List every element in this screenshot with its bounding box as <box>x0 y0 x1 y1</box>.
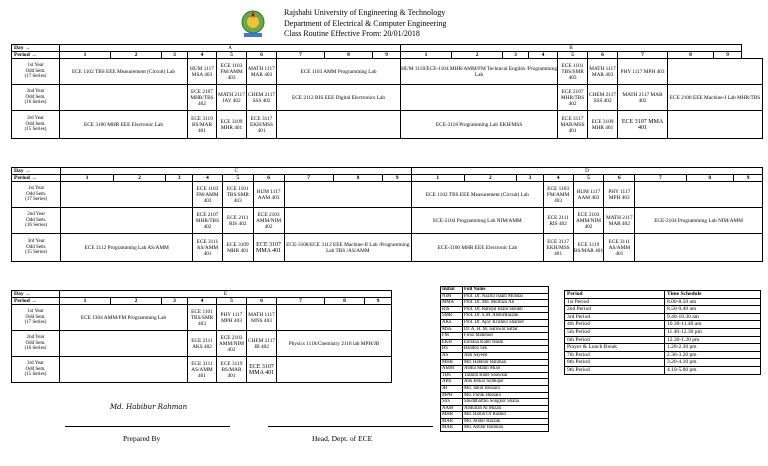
signature-line-right <box>268 426 433 427</box>
full-name: Md. Ashfar Rahman <box>463 425 549 432</box>
initials-header: Initial <box>441 287 463 294</box>
initial-code: MSS <box>441 326 463 333</box>
initial-code: SSS <box>441 399 463 406</box>
table-cell: 5 <box>222 175 253 182</box>
routine-cell: ECE 2107 MHR/TBS 402 <box>558 85 588 111</box>
routine-cell: Physics 1118/Chemistry 2118 lab MPH/JB <box>277 331 392 357</box>
routine-cell: ECE 2103 AMM/NIM 402 <box>217 331 247 357</box>
full-name: Prof. Dr. S.M. AbdurRazzak <box>463 313 549 320</box>
table-cell: 6 <box>247 52 277 59</box>
initials-table <box>440 286 549 432</box>
initial-code: MHR <box>441 359 463 366</box>
table-cell: 1 <box>60 52 111 59</box>
table-cell: 1 <box>60 298 111 305</box>
routine-cell: PHY 1117 MPH 403 <box>604 182 635 208</box>
full-name: Abu Bokar Siddique <box>463 379 549 386</box>
table-cell: 7 <box>284 175 333 182</box>
table-cell <box>668 59 763 85</box>
table-cell: 1 <box>401 52 452 59</box>
routine-cell: CHEM 2117 SSS 402 <box>247 85 277 111</box>
routine-cell: ECE 2111 AKS 402 <box>188 331 217 357</box>
period-time: 10.30-11.40 am <box>665 321 761 329</box>
routine-cell: HUM 1118/ECE-1104 MHR/AMM/FM Technical English /Programming Lab <box>401 59 558 85</box>
routine-cell: ECE 2103 AMM/NIM 402 <box>253 208 284 234</box>
university-logo <box>236 6 270 40</box>
routine-cell: ECE 3111 AS/AMM 401 <box>604 234 635 262</box>
table-cell: 1 <box>61 175 113 182</box>
routine-cell: ECE-2104 Programming Lab NIM/AMM <box>412 208 544 234</box>
table-cell: 5 <box>573 175 604 182</box>
routine-cell: HUM 1117 AAM 403 <box>253 182 284 208</box>
table-cell: 8 <box>333 175 382 182</box>
table-cell: 8 <box>325 52 373 59</box>
table-cell: 3rd Year Odd Sem. (15 Series) <box>12 357 60 383</box>
routine-cell: ECE 3109 MHR 401 <box>222 234 253 262</box>
table-cell: 3rd Year Odd Sem. (15 Series) <box>12 234 61 262</box>
full-name: Dr. A. H. M. Sarowar Sattar <box>463 326 549 333</box>
full-name: Shuddhartho Songkor Shaha <box>463 399 549 406</box>
table-cell <box>61 182 193 208</box>
day-c: C <box>61 168 412 175</box>
table-cell <box>277 357 392 383</box>
period-label: Period → <box>12 52 60 59</box>
period-name: 9th Period <box>565 366 665 374</box>
full-name: Abu Sayeed <box>463 352 549 359</box>
initial-code: MAR <box>441 425 463 432</box>
routine-cell: ECE 3107 MMA 401 <box>618 111 668 139</box>
routine-cell: ECE 2107 MHR/TBS 402 <box>193 208 223 234</box>
table-cell <box>401 85 558 111</box>
table-cell: 1st Year Odd Sem. (17 Series) <box>12 305 60 331</box>
full-name: Md. Habibur Rahman <box>463 359 549 366</box>
full-name: Firoz Mahmud <box>463 333 549 340</box>
table-cell: 6 <box>604 175 635 182</box>
routine-cell: ECE-3108/ECE 3112 EEE Machine-II Lab /Programming Lab TBS /AS/AMM <box>284 234 412 262</box>
routine-cell: ECE 3112 Programming Lab AS/AMM <box>61 234 193 262</box>
routine-cell: ECE 1102 TBS EEE Measurement (Circuit) Lab <box>412 182 544 208</box>
year-3-label: 3rd Year Odd Sem. (15 Series) <box>12 111 60 139</box>
handwritten-signature: Md. Habibur Rahman <box>110 403 188 411</box>
table-cell: 4 <box>193 175 223 182</box>
table-cell: 9 <box>373 52 401 59</box>
initial-code: AS <box>441 352 463 359</box>
table-cell: 6 <box>588 52 618 59</box>
table-cell: 2nd Year Odd Sem. (16 Series) <box>12 331 60 357</box>
table-cell: 4 <box>188 52 217 59</box>
initial-code: MMA <box>441 300 463 307</box>
period-time: 4.10-5.00 pm <box>665 366 761 374</box>
time-schedule-table <box>564 290 761 375</box>
table-cell: 2 <box>113 175 165 182</box>
table-cell: 9 <box>733 175 762 182</box>
period-time: 3.20-4.10 pm <box>665 359 761 367</box>
routine-effective: Class Routine Effective From: 20/01/2018 <box>284 29 420 38</box>
initial-code: NIM <box>441 293 463 300</box>
routine-cell: ECE 3119 BS/MAR 401 <box>217 357 247 383</box>
routine-cell: ECE 3100 MHR EEE Electronic Lab <box>60 111 188 139</box>
day-label: Day → <box>12 45 60 52</box>
routine-cell: ECE 2108 EEE Machine-I Lab MHR/TBS <box>668 85 763 111</box>
table-cell <box>635 234 763 262</box>
initial-code: MPH <box>441 392 463 399</box>
routine-cell: ECE 1103 FM/AMM 403 <box>543 182 573 208</box>
period-name: Prayer & Lunch Break <box>565 344 665 352</box>
full-name: Md. Abdur Razzak <box>463 418 549 425</box>
table-cell: 5 <box>217 298 247 305</box>
initial-code: AAM <box>441 405 463 412</box>
table-cell: 3 <box>166 175 193 182</box>
routine-cell: ECE 3111 AS/AMM 401 <box>193 234 223 262</box>
routine-table-e <box>11 290 392 383</box>
table-cell <box>284 182 412 208</box>
table-cell: 2 <box>111 52 162 59</box>
routine-cell: ECE-3100 MHR EEE Electronic Lab <box>412 234 544 262</box>
table-cell: Day → <box>12 291 60 298</box>
routine-cell: PHY 1117 MPH 403 <box>618 59 668 85</box>
initials-header: Full Name <box>463 287 549 294</box>
routine-cell: ECE 2103 AMM/NIM 402 <box>573 208 604 234</box>
table-cell: 7 <box>635 175 686 182</box>
full-name: Abdul Matin Miah <box>463 366 549 373</box>
table-cell <box>60 85 188 111</box>
routine-cell: ECE 3107 MMA 401 <box>253 234 284 262</box>
initial-code: ABS <box>441 379 463 386</box>
routine-cell: ECE 3111 AS/AMM 401 <box>188 357 217 383</box>
period-name: 7th Period <box>565 351 665 359</box>
initial-code: AMM <box>441 366 463 373</box>
day-e: E <box>60 291 392 298</box>
year-1-label: 1st Year Odd Sem. (17 Series) <box>12 59 60 85</box>
full-name: Prof. Dr. Md. Mortuza Ali <box>463 300 549 307</box>
full-name: Prof. Dr. Nazrul Islam Mondal <box>463 293 549 300</box>
table-cell: 9 <box>714 52 742 59</box>
table-cell: 1st Year Odd Sem. (17 Series) <box>12 182 61 208</box>
table-cell: 3 <box>516 175 543 182</box>
period-name: 8th Period <box>565 359 665 367</box>
routine-cell: ECE-3118 Programming Lab EKH/MSS <box>401 111 558 139</box>
routine-cell: ECE 1101 TBS/SMR 403 <box>222 182 253 208</box>
table-cell: 5 <box>217 52 247 59</box>
table-cell: 4 <box>188 298 217 305</box>
routine-cell: CHEM 2117 SSS 402 <box>588 85 618 111</box>
initial-code: MHR <box>441 412 463 419</box>
period-time: 8.50-9.40 am <box>665 306 761 314</box>
routine-cell: MATH 2117 JAY 402 <box>217 85 247 111</box>
table-cell: 8 <box>325 298 365 305</box>
routine-cell: ECE 1101 TBS/SMR 403 <box>188 305 217 331</box>
routine-cell: PHY 1117 MPH 403 <box>217 305 247 331</box>
initial-code: SMR <box>441 313 463 320</box>
initial-code: TBS <box>441 372 463 379</box>
routine-cell: MATH 2117 MAR 402 <box>604 208 635 234</box>
period-time: 2.30-3.20 pm <box>665 351 761 359</box>
day-a: A <box>60 45 401 52</box>
table-cell: 6 <box>247 298 277 305</box>
table-cell: 7 <box>618 52 668 59</box>
prepared-by-label: Prepared By <box>123 434 161 443</box>
period-time: 12.30-1.20 pm <box>665 336 761 344</box>
day-b: B <box>401 45 742 52</box>
table-cell: Period → <box>12 298 60 305</box>
table-cell <box>60 357 188 383</box>
table-cell: 2 <box>464 175 516 182</box>
routine-table-cd <box>11 167 763 262</box>
full-name: Md. Jahid Hossain <box>463 385 549 392</box>
table-cell <box>277 111 401 139</box>
full-name: Bandon Sen <box>463 346 549 353</box>
table-cell <box>635 182 763 208</box>
table-cell <box>277 305 392 331</box>
page-header <box>0 3 768 45</box>
routine-cell: ECE 1103 FM/AMM 403 <box>193 182 223 208</box>
signature-line-left <box>65 426 230 427</box>
table-cell: 7 <box>277 52 325 59</box>
table-cell <box>60 331 188 357</box>
period-name: 6th Period <box>565 336 665 344</box>
table-cell: 4 <box>543 175 573 182</box>
initial-code: JH <box>441 385 463 392</box>
table-cell: 3 <box>503 52 529 59</box>
routine-cell: ECE 3119 BS/MAR 401 <box>573 234 604 262</box>
department-name: Department of Electrical & Computer Engineering <box>284 18 447 28</box>
table-cell: 9 <box>383 175 412 182</box>
period-name: 4th Period <box>565 321 665 329</box>
initial-code: RIS <box>441 306 463 313</box>
full-name: Prof. Dr. Rafiqul Islam Sheikh <box>463 306 549 313</box>
table-cell: 6 <box>253 175 284 182</box>
table-cell <box>284 208 412 234</box>
table-cell: 2nd Year Odd Sem. (16 Series) <box>12 208 61 234</box>
routine-cell: CHEM 2117 JB 402 <box>247 331 277 357</box>
table-cell: 1 <box>412 175 464 182</box>
year-2-label: 2nd Year Odd Sem. (16 Series) <box>12 85 60 111</box>
period-time: 8.00-8.50 am <box>665 298 761 306</box>
period-name: 5th Period <box>565 328 665 336</box>
routine-cell: ECE 1103 AMM Programming Lab <box>277 59 401 85</box>
routine-cell: ECE 1101 TBS/SMR 403 <box>558 59 588 85</box>
period-time: 9.40-10.30 am <box>665 313 761 321</box>
routine-cell: ECE 3117 EKH/MSS 401 <box>247 111 277 139</box>
initial-code: AKS <box>441 319 463 326</box>
routine-cell: ECE 3119 BS/MAR 401 <box>188 111 217 139</box>
table-cell: 9 <box>365 298 392 305</box>
routine-cell: ECE 3107 MMA 401 <box>247 357 277 383</box>
routine-cell: HUM 1117 AAM 403 <box>573 182 604 208</box>
routine-cell: MATH 2117 MAR 402 <box>618 85 668 111</box>
initial-code: BS <box>441 346 463 353</box>
university-name: Rajshahi University of Engineering & Technology <box>284 8 446 17</box>
period-name: 3rd Period <box>565 313 665 321</box>
table-cell: 3 <box>162 52 188 59</box>
table-cell: 2 <box>111 298 162 305</box>
schedule-header: Time Schedule <box>665 291 761 299</box>
routine-cell: ECE 1102 TBS EEE Measurement (Circuit) Lab <box>60 59 188 85</box>
period-time: 1.20-2.30 pm <box>665 344 761 352</box>
routine-cell: ECE-2104 Programming Lab NIM/AMM <box>635 208 763 234</box>
routine-cell: MATH 1117 MAR 403 <box>247 59 277 85</box>
table-cell: 2 <box>452 52 503 59</box>
routine-cell: ECE 3109 MHR 401 <box>217 111 247 139</box>
initial-code: EKH <box>441 339 463 346</box>
full-name: Md. Harun Or Rashid <box>463 412 549 419</box>
routine-cell: HUM 1117 MSA 403 <box>188 59 217 85</box>
initial-code: FM <box>441 333 463 340</box>
table-cell: 4 <box>529 52 558 59</box>
routine-cell: ECE 1103 FM/AMM 403 <box>217 59 247 85</box>
routine-cell: ECE 2107 MHR/TBS 402 <box>188 85 217 111</box>
period-name: 1st Period <box>565 298 665 306</box>
full-name: Md. Paruk Hossain <box>463 392 549 399</box>
initial-code: MAR <box>441 418 463 425</box>
head-dept-label: Head, Dept. of ECE <box>312 434 373 443</box>
table-cell: Day → <box>12 168 61 175</box>
schedule-header: Period <box>565 291 665 299</box>
table-cell <box>668 111 763 139</box>
routine-cell: ECE 2112 RIS EEE Digital Electronics Lab <box>277 85 401 111</box>
routine-cell: MATH 1117 MNS 403 <box>247 305 277 331</box>
table-cell: 8 <box>668 52 714 59</box>
table-cell: 5 <box>558 52 588 59</box>
period-time: 11.40-12.30 pm <box>665 328 761 336</box>
period-name: 2nd Period <box>565 306 665 314</box>
routine-table-ab <box>11 44 763 139</box>
routine-cell: ECE 1304 AMM/FM Programming Lab <box>60 305 188 331</box>
routine-cell: MATH 1117 MAR 403 <box>588 59 618 85</box>
full-name: Abdullah Al Mizan <box>463 405 549 412</box>
table-cell: 3 <box>162 298 188 305</box>
day-d: D <box>412 168 763 175</box>
table-cell: 8 <box>686 175 733 182</box>
full-name: Emrana Kabir Hashi <box>463 339 549 346</box>
full-name: Tasnim Binte Shawkat <box>463 372 549 379</box>
routine-cell: ECE 3117 MAR/MSS 401 <box>558 111 588 139</box>
routine-cell: ECE 3109 MHR 401 <box>588 111 618 139</box>
full-name: Prof. Dr. Ajoy Krishno Sharker <box>463 319 549 326</box>
table-cell <box>61 208 193 234</box>
routine-cell: ECE 2111 RIS 402 <box>543 208 573 234</box>
routine-cell: ECE 3117 EKH/MSS 401 <box>543 234 573 262</box>
table-cell: 7 <box>277 298 325 305</box>
routine-cell: ECE 2111 RIS 402 <box>222 208 253 234</box>
table-cell: Period → <box>12 175 61 182</box>
